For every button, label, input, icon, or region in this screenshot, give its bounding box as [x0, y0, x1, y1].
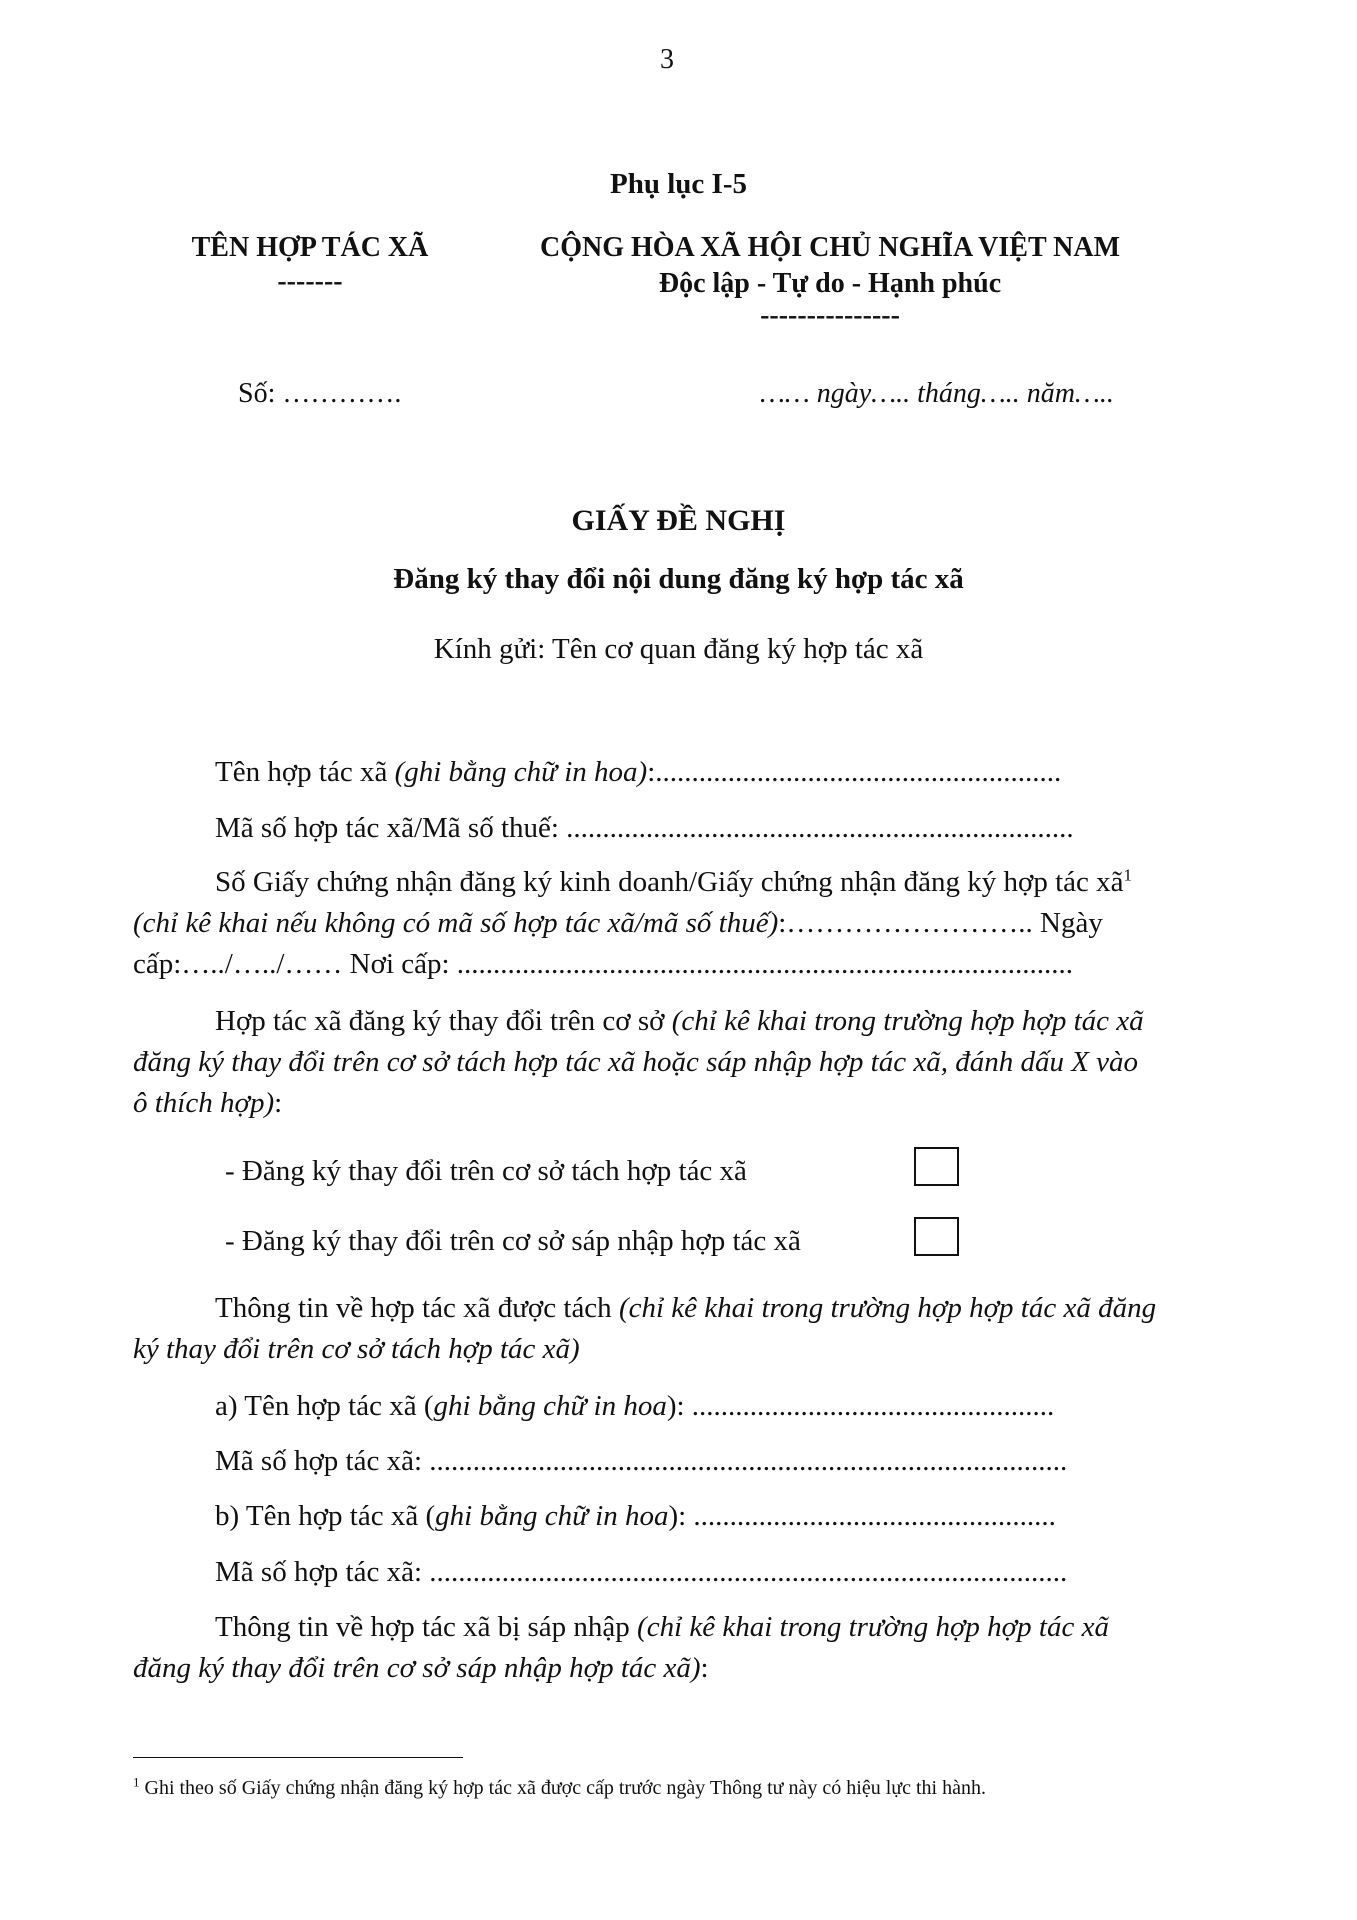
certificate-label: Số Giấy chứng nhận đăng ký kinh doanh/Giấy chứng nhận đăng ký hợp tác xã: [215, 866, 1124, 898]
document-number: Số: ………….: [238, 378, 402, 409]
merge-section-label: Thông tin về hợp tác xã bị sáp nhập: [215, 1611, 638, 1643]
split-a-hint: ghi bằng chữ in hoa: [433, 1390, 667, 1422]
organization-separator: -------: [277, 266, 343, 297]
split-section-line-1: [215, 1292, 1156, 1325]
motto-separator: ---------------: [760, 300, 900, 331]
basis-hint-1: (chỉ kê khai trong trường hợp hợp tác xã: [671, 1005, 1144, 1037]
basis-colon: :: [274, 1087, 283, 1119]
split-a-suffix: ): ..................................................: [666, 1390, 1055, 1422]
split-section-label: Thông tin về hợp tác xã được tách: [215, 1292, 619, 1324]
certificate-dots: :…………………….. Ngày: [778, 907, 1103, 939]
merge-section-line-2: [133, 1652, 709, 1685]
coop-code-field: Mã số hợp tác xã/Mã số thuế: ......................................................................: [215, 812, 1074, 844]
basis-line-2: đăng ký thay đổi trên cơ sở tách hợp tác xã hoặc sáp nhập hợp tác xã, đánh dấu X vào: [133, 1046, 1139, 1078]
document-subtitle: Đăng ký thay đổi nội dung đăng ký hợp tác xã: [393, 563, 964, 595]
coop-name-hint: (ghi bằng chữ in hoa): [394, 756, 648, 788]
option-merge-checkbox[interactable]: [914, 1217, 959, 1256]
recipient-line: Kính gửi: Tên cơ quan đăng ký hợp tác xã: [433, 633, 924, 665]
coop-name-field: [215, 756, 1061, 789]
option-split-checkbox[interactable]: [914, 1147, 959, 1186]
basis-line-3: [133, 1087, 282, 1120]
merge-section-hint-2: đăng ký thay đổi trên cơ sở sáp nhập hợp tác xã): [133, 1652, 701, 1684]
split-section-hint-1: (chỉ kê khai trong trường hợp hợp tác xã đăng: [618, 1292, 1157, 1324]
national-motto: Độc lập - Tự do - Hạnh phúc: [658, 268, 1002, 299]
country-name: CỘNG HÒA XÃ HỘI CHỦ NGHĨA VIỆT NAM: [539, 232, 1121, 263]
document-date: …… ngày….. tháng….. năm…..: [760, 378, 1114, 409]
certificate-hint: (chỉ kê khai nếu không có mã số hợp tác xã/mã số thuế): [133, 907, 779, 939]
footnote-ref-1: 1: [1123, 865, 1133, 885]
certificate-line-1: [215, 866, 1132, 899]
coop-name-dots: :........................................................: [647, 756, 1062, 788]
coop-name-label: Tên hợp tác xã: [215, 756, 395, 788]
basis-label: Hợp tác xã đăng ký thay đổi trên cơ sở: [215, 1005, 672, 1037]
split-b-name-field: [215, 1500, 1056, 1533]
split-b-prefix: b) Tên hợp tác xã (: [215, 1500, 436, 1532]
split-a-name-field: [215, 1390, 1054, 1423]
option-split-label: - Đăng ký thay đổi trên cơ sở tách hợp tác xã: [225, 1155, 747, 1187]
merge-section-colon: :: [700, 1652, 709, 1684]
split-b-code-field: Mã số hợp tác xã: ........................................................................................: [215, 1556, 1068, 1588]
footnote-divider: [133, 1757, 463, 1758]
split-a-code-field: Mã số hợp tác xã: ........................................................................................: [215, 1445, 1068, 1477]
merge-section-line-1: [215, 1611, 1109, 1644]
footnote-number: 1: [133, 1774, 140, 1790]
organization-name: TÊN HỢP TÁC XÃ: [191, 232, 429, 263]
split-b-suffix: ): ..................................................: [668, 1500, 1056, 1532]
split-section-hint-2: ký thay đổi trên cơ sở tách hợp tác xã): [133, 1333, 580, 1365]
page-number: 3: [660, 44, 674, 75]
merge-section-hint-1: (chỉ kê khai trong trường hợp hợp tác xã: [637, 1611, 1109, 1643]
document-title: GIẤY ĐỀ NGHỊ: [571, 504, 786, 537]
split-a-prefix: a) Tên hợp tác xã (: [215, 1390, 434, 1422]
basis-line-1: [215, 1005, 1144, 1038]
split-b-hint: ghi bằng chữ in hoa: [435, 1500, 669, 1532]
appendix-title: Phụ lục I-5: [610, 168, 747, 200]
basis-hint-3: ô thích hợp): [133, 1087, 275, 1119]
footnote-text: Ghi theo số Giấy chứng nhận đăng ký hợp tác xã được cấp trước ngày Thông tư này có hiệu lực thi hành.: [139, 1777, 986, 1799]
certificate-line-3: cấp:…../…../…… Nơi cấp: .....................................................................................: [133, 948, 1074, 980]
certificate-line-2: [133, 907, 1103, 940]
footnote: [133, 1776, 986, 1800]
option-merge-label: - Đăng ký thay đổi trên cơ sở sáp nhập hợp tác xã: [225, 1225, 801, 1257]
